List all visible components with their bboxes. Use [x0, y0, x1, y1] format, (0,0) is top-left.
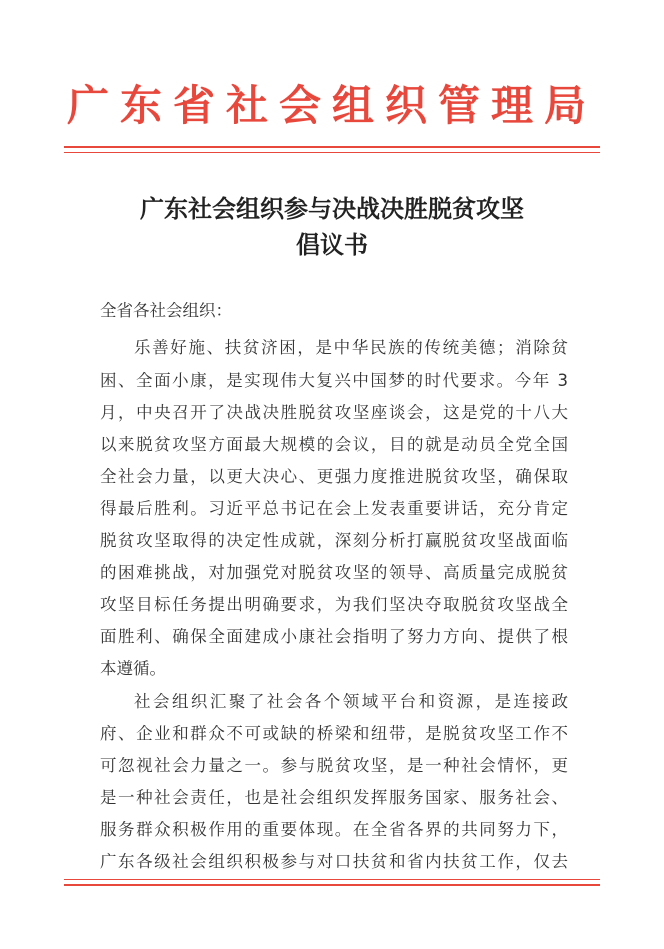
paragraph-line: 社会组织汇聚了社会各个领域平台和资源，是连接政 — [134, 692, 568, 711]
paragraph-line: 的困难挑战，对加强党对脱贫攻坚的领导、高质量完成脱贫 — [100, 563, 568, 582]
paragraph-line: 服务群众积极作用的重要体现。在全省各界的共同努力下， — [100, 820, 568, 839]
masthead: 广东省社会组织管理局 — [66, 81, 597, 130]
paragraph-line: 困、全面小康，是实现伟大复兴中国梦的时代要求。今年 3 — [100, 371, 568, 390]
paragraph-line: 全社会力量，以更大决心、更强力度推进脱贫攻坚，确保取 — [100, 467, 568, 486]
paragraph-line: 可忽视社会力量之一。参与脱贫攻坚，是一种社会情怀，更 — [100, 756, 568, 775]
paragraph-line: 攻坚目标任务提出明确要求，为我们坚决夺取脱贫攻坚战全 — [100, 595, 568, 614]
paragraph-line: 以来脱贫攻坚方面最大规模的会议，目的就是动员全党全国 — [100, 435, 568, 454]
document-title-line-2: 倡议书 — [296, 230, 368, 259]
footer-rule-thick — [64, 884, 600, 886]
paragraph-line: 得最后胜利。习近平总书记在会上发表重要讲话，充分肯定 — [100, 499, 568, 518]
masthead-rule-thick — [64, 146, 600, 148]
paragraph-line: 广东各级社会组织积极参与对口扶贫和省内扶贫工作，仅去 — [100, 852, 568, 871]
masthead-rule-thin — [64, 152, 600, 153]
paragraph-line: 府、企业和群众不可或缺的桥梁和纽带，是脱贫攻坚工作不 — [100, 724, 568, 743]
paragraph-line: 本遵循。 — [100, 659, 166, 678]
salutation: 全省各社会组织： — [100, 301, 232, 320]
paragraph-line: 乐善好施、扶贫济困，是中华民族的传统美德；消除贫 — [134, 338, 568, 357]
document-title-line-1: 广东社会组织参与决战决胜脱贫攻坚 — [140, 194, 524, 223]
paragraph-line: 月，中央召开了决战决胜脱贫攻坚座谈会，这是党的十八大 — [100, 403, 568, 422]
paragraph-line: 脱贫攻坚取得的决定性成就，深刻分析打赢脱贫攻坚战面临 — [100, 531, 568, 550]
paragraph-line: 是一种社会责任，也是社会组织发挥服务国家、服务社会、 — [100, 788, 568, 807]
paragraph-line: 面胜利、确保全面建成小康社会指明了努力方向、提供了根 — [100, 627, 568, 646]
footer-rule-thin — [64, 879, 600, 880]
